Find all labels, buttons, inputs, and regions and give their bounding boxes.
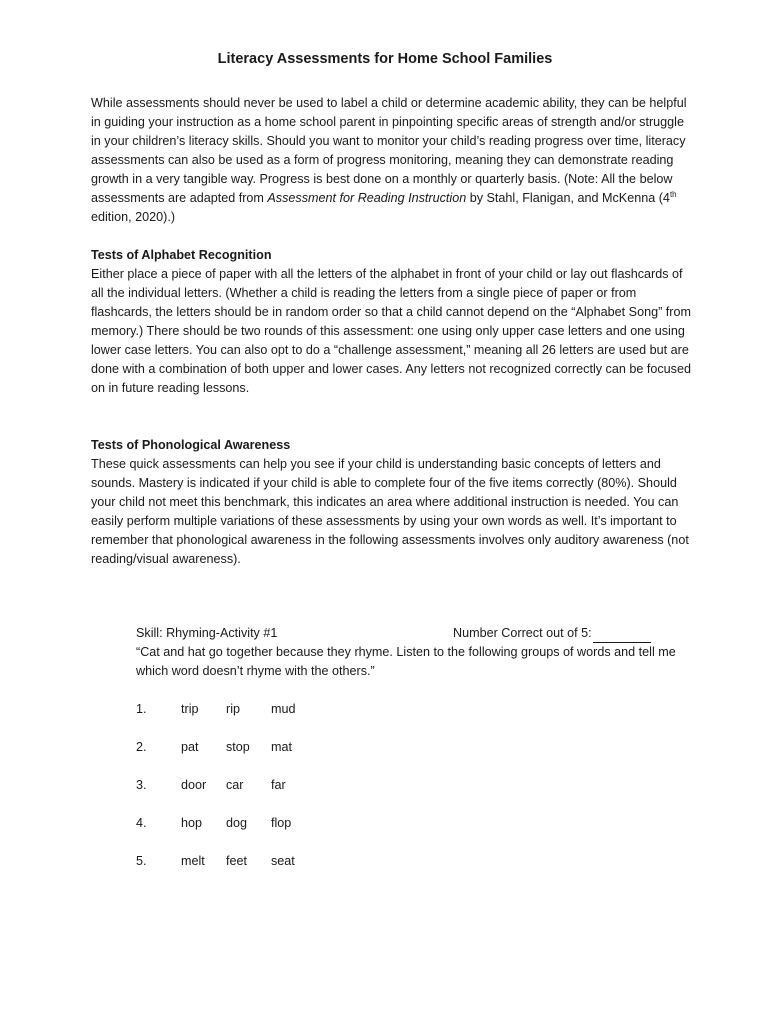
word-list [136,700,436,890]
item-word: hop [181,816,203,830]
item-word: feet [226,854,248,868]
item-word: car [226,778,244,792]
item-word: melt [181,854,205,868]
intro-authors: by Stahl, Flanigan, and McKenna (4 [466,191,670,205]
book-title: Assessment for Reading Instruction [267,191,467,205]
item-word: seat [271,854,295,868]
alphabet-heading: Tests of Alphabet Recognition [91,248,272,262]
item-word: stop [226,740,250,754]
phonological-body: These quick assessments can help you see if your child is understanding basic concepts of letters and sounds. Mastery is indicated if your child is able to complete four of the five items correctly (80%). Should your child not meet this benchmark, this indicates an area where additional instruction is needed. You can easily perform multiple variations of these assessments by using your own words as well. It’s important to remember that phonological awareness in the following assessments involves only auditory awareness (not reading/visual awareness). [91,457,689,566]
phonological-heading: Tests of Phonological Awareness [91,438,291,452]
intro-text: While assessments should never be used to label a child or determine academic ability, they can be helpful in guiding your instruction as a home school parent in pinpointing specific areas of strength and/or struggle in your children’s literacy skills. Should you want to monitor your child’s reading progress over time, literacy assessments can also be used as a form of progress monitoring, meaning they can demonstrate reading growth in a very tangible way. Progress is best done on a monthly or quarterly basis. (Note: All the below assessments are adapted from [91,96,687,205]
edition-superscript: th [669,189,677,199]
alphabet-section [91,246,691,398]
item-word: door [181,778,207,792]
alphabet-body: Either place a piece of paper with all the letters of the alphabet in front of your child or lay out flashcards of all the individual letters. (Whether a child is reading the letters from a single piece of paper or from flashcards, the letters should be in random order so that a child cannot depend on the “Alphabet Song” from memory.) There should be two rounds of this assessment: one using only upper case letters and one using lower case letters. You can also opt to do a “challenge assessment,” meaning all 26 letters are used but are done with a combination of both upper and lower cases. Any letters not recognized correctly can be focused on in future reading lessons. [91,267,691,395]
rhyming-activity [136,624,676,681]
item-word: mat [271,740,292,754]
item-number: 3. [136,778,147,792]
item-number: 5. [136,854,147,868]
item-word: rip [226,702,240,716]
intro-edition: edition, 2020).) [91,210,176,224]
item-word: flop [271,816,292,830]
intro-paragraph [91,94,691,227]
page-title: Literacy Assessments for Home School Families [217,51,553,67]
list-item [136,852,436,871]
skill-header-row [136,624,676,643]
score-field [453,624,651,643]
item-number: 2. [136,740,147,754]
item-word: dog [226,816,248,830]
item-word: far [271,778,286,792]
item-number: 4. [136,816,147,830]
item-word: trip [181,702,199,716]
item-number: 1. [136,702,147,716]
list-item [136,738,436,757]
list-item [136,814,436,833]
phonological-section [91,436,691,569]
activity-prompt: “Cat and hat go together because they rhyme. Listen to the following groups of words and tell me which word doesn’t rhyme with the others.” [136,645,676,678]
skill-label: Skill: Rhyming-Activity #1 [136,626,278,640]
list-item [136,700,436,719]
item-word: mud [271,702,296,716]
score-blank-line[interactable] [593,628,651,643]
score-label: Number Correct out of 5: [453,626,592,640]
item-word: pat [181,740,199,754]
list-item [136,776,436,795]
